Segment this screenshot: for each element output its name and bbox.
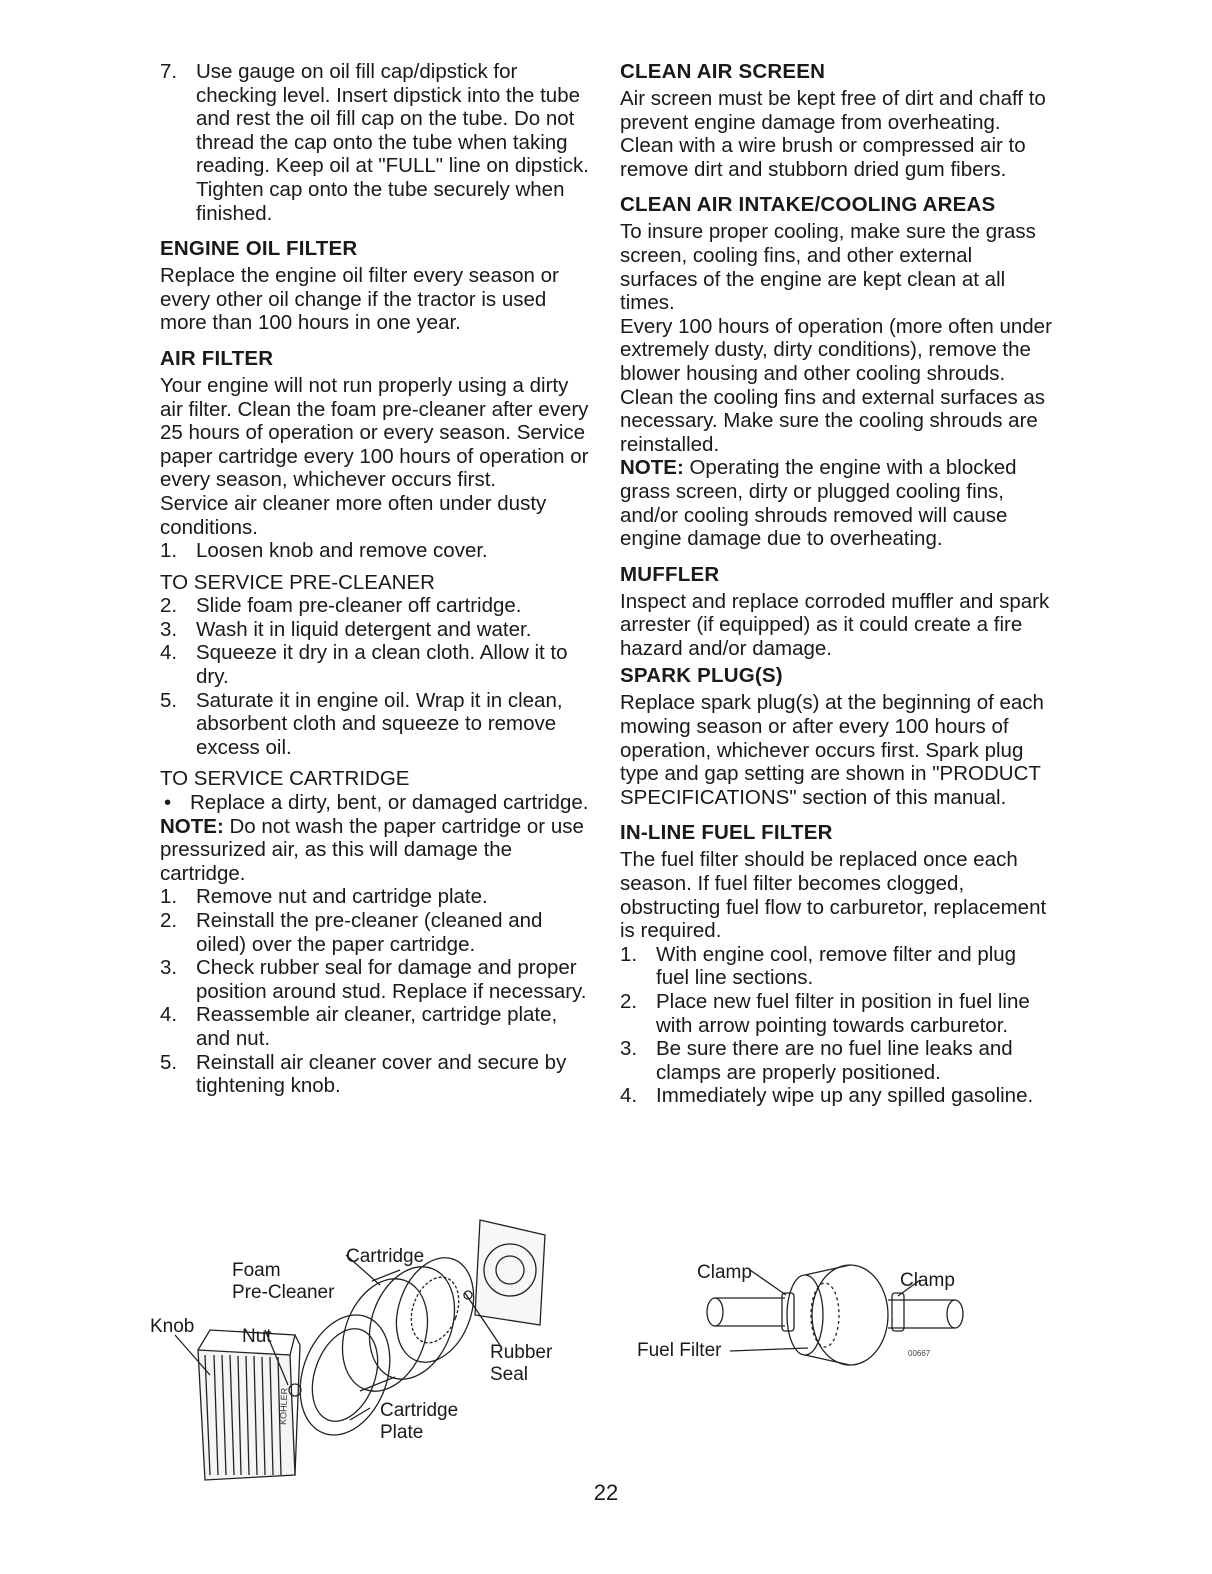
cartridge-note <box>160 815 592 886</box>
bullet-item: • Replace a dirty, bent, or damaged cartridge. <box>164 791 589 815</box>
cartridge-heading: TO SERVICE CARTRIDGE <box>160 767 410 791</box>
muffler-text: Inspect and replace corroded muffler and spark arrester (if equipped) as it could create a fire hazard and/or damage. <box>620 589 1050 660</box>
clamp-label-right: Clamp <box>900 1270 955 1291</box>
right-column <box>620 60 1052 1108</box>
spark-plug-text: Replace spark plug(s) at the beginning of each mowing season or after every 100 hours of operation, whichever occurs first. Spark plug type and gap setting are shown in "PRODUCT SPECIFICATIONS" section of this manual. <box>620 691 1044 809</box>
fuel-filter-label: Fuel Filter <box>637 1340 722 1361</box>
cooling-note <box>620 456 1052 550</box>
list-item: 2. Reinstall the pre-cleaner (cleaned and oiled) over the paper cartridge. <box>160 909 543 956</box>
cooling-areas-text-2: Every 100 hours of operation (more often under extremely dusty, dirty conditions), remove the blower housing and other cooling shrouds. Clean the cooling fins and external surfaces as necessary. Make sure the cooling shrouds are reinstalled. <box>620 314 1052 456</box>
list-item: 5. Reinstall air cleaner cover and secure by tightening knob. <box>160 1050 567 1098</box>
seal-label: Seal <box>490 1364 529 1385</box>
list-item: 4. Reassemble air cleaner, cartridge plate, and nut. <box>160 1003 558 1050</box>
list-item: 1. Remove nut and cartridge plate. <box>160 885 488 909</box>
cartridge-plate-label: Cartridge <box>380 1400 459 1421</box>
rubber-seal-illustration <box>475 1220 545 1325</box>
air-filter-step: 1. Loosen knob and remove cover. <box>160 539 488 563</box>
list-item: 2. Place new fuel filter in position in fuel line with arrow pointing towards carburetor. <box>620 990 1030 1037</box>
list-item: 5. Saturate it in engine oil. Wrap it in clean, absorbent cloth and squeeze to remove excess oil. <box>160 688 563 759</box>
list-item: 2. Slide foam pre-cleaner off cartridge. <box>160 594 522 618</box>
clamp-label-left: Clamp <box>697 1262 752 1283</box>
list-item: 4. Squeeze it dry in a clean cloth. Allow it to dry. <box>160 641 568 689</box>
list-item: 4. Immediately wipe up any spilled gasoline. <box>620 1084 1034 1108</box>
pre-cleaner-heading: TO SERVICE PRE-CLEANER <box>160 570 435 594</box>
cooling-areas-heading: CLEAN AIR INTAKE/COOLING AREAS <box>620 193 996 217</box>
fuel-filter-heading: IN-LINE FUEL FILTER <box>620 821 833 845</box>
note-text: Do not wash the paper cartridge or use pressurized air, as this will damage the cartridge. <box>160 814 584 885</box>
cartridge-label: Cartridge <box>346 1246 425 1267</box>
fuel-line-right-illustration <box>888 1300 955 1328</box>
list-item: 1. With engine cool, remove filter and plug fuel line sections. <box>620 942 1017 990</box>
clean-air-screen-text: Air screen must be kept free of dirt and chaff to prevent engine damage from overheating. Clean with a wire brush or compressed air to remove dirt and stubborn dried gum fibers. <box>620 87 1046 181</box>
list-item: 3. Be sure there are no fuel line leaks and clamps are properly positioned. <box>620 1037 1013 1084</box>
fuel-filter-text: The fuel filter should be replaced once each season. If fuel filter becomes clogged, obstructing fuel flow to carburetor, replacement is required. <box>620 848 1047 943</box>
foam-label: Foam <box>232 1260 281 1281</box>
note-label: NOTE: <box>160 814 224 838</box>
clean-air-screen-heading: CLEAN AIR SCREEN <box>620 60 826 83</box>
left-column <box>160 60 592 1098</box>
air-cleaner-base-illustration <box>198 1330 300 1480</box>
air-filter-text: Your engine will not run properly using a dirty air filter. Clean the foam pre-cleaner after every 25 hours of operation or every season. Service paper cartridge every 100 hours of operation or every season, whichever occurs first. <box>160 373 589 492</box>
air-filter-dusty-text: Service air cleaner more often under dusty conditions. <box>160 491 547 539</box>
nut-label: Nut <box>242 1326 272 1347</box>
air-filter-heading: AIR FILTER <box>160 346 274 370</box>
note-label: NOTE: <box>620 456 684 480</box>
plate-label: Plate <box>380 1422 424 1443</box>
list-item: 3. Check rubber seal for damage and proper position around stud. Replace if necessary. <box>160 956 587 1003</box>
figure-code: 00667 <box>908 1349 931 1358</box>
note-text: Operating the engine with a blocked grass screen, dirty or plugged cooling fins, and/or cooling shrouds removed will cause engine damage due to overheating. <box>620 456 1017 551</box>
engine-oil-filter-text: Replace the engine oil filter every season or every other oil change if the tractor is used more than 100 hours in one year. <box>160 264 559 335</box>
pre-cleaner-label: Pre-Cleaner <box>232 1282 335 1303</box>
muffler-heading: MUFFLER <box>620 562 720 586</box>
list-item: 3. Wash it in liquid detergent and water. <box>160 617 532 641</box>
clamp-right-illustration <box>892 1293 904 1331</box>
engine-oil-filter-heading: ENGINE OIL FILTER <box>160 237 358 261</box>
rubber-label: Rubber <box>490 1342 553 1363</box>
brand-mark: KOHLER <box>278 1387 290 1426</box>
spark-plug-heading: SPARK PLUG(S) <box>620 664 783 688</box>
cooling-areas-text: To insure proper cooling, make sure the grass screen, cooling fins, and other external surfaces of the engine are kept clean at all times. <box>620 220 1036 315</box>
page-number: 22 <box>593 1480 619 1505</box>
oil-check-step: 7. Use gauge on oil fill cap/dipstick for checking level. Insert dipstick into the tube and rest the oil fill cap on the tube. Do not thread the cap onto the tube when taking reading. Keep oil at "FULL" line on dipstick. Tighten cap onto the tube securely when finished. <box>160 60 589 225</box>
knob-label: Knob <box>150 1316 195 1337</box>
fuel-line-left-illustration <box>715 1298 785 1326</box>
